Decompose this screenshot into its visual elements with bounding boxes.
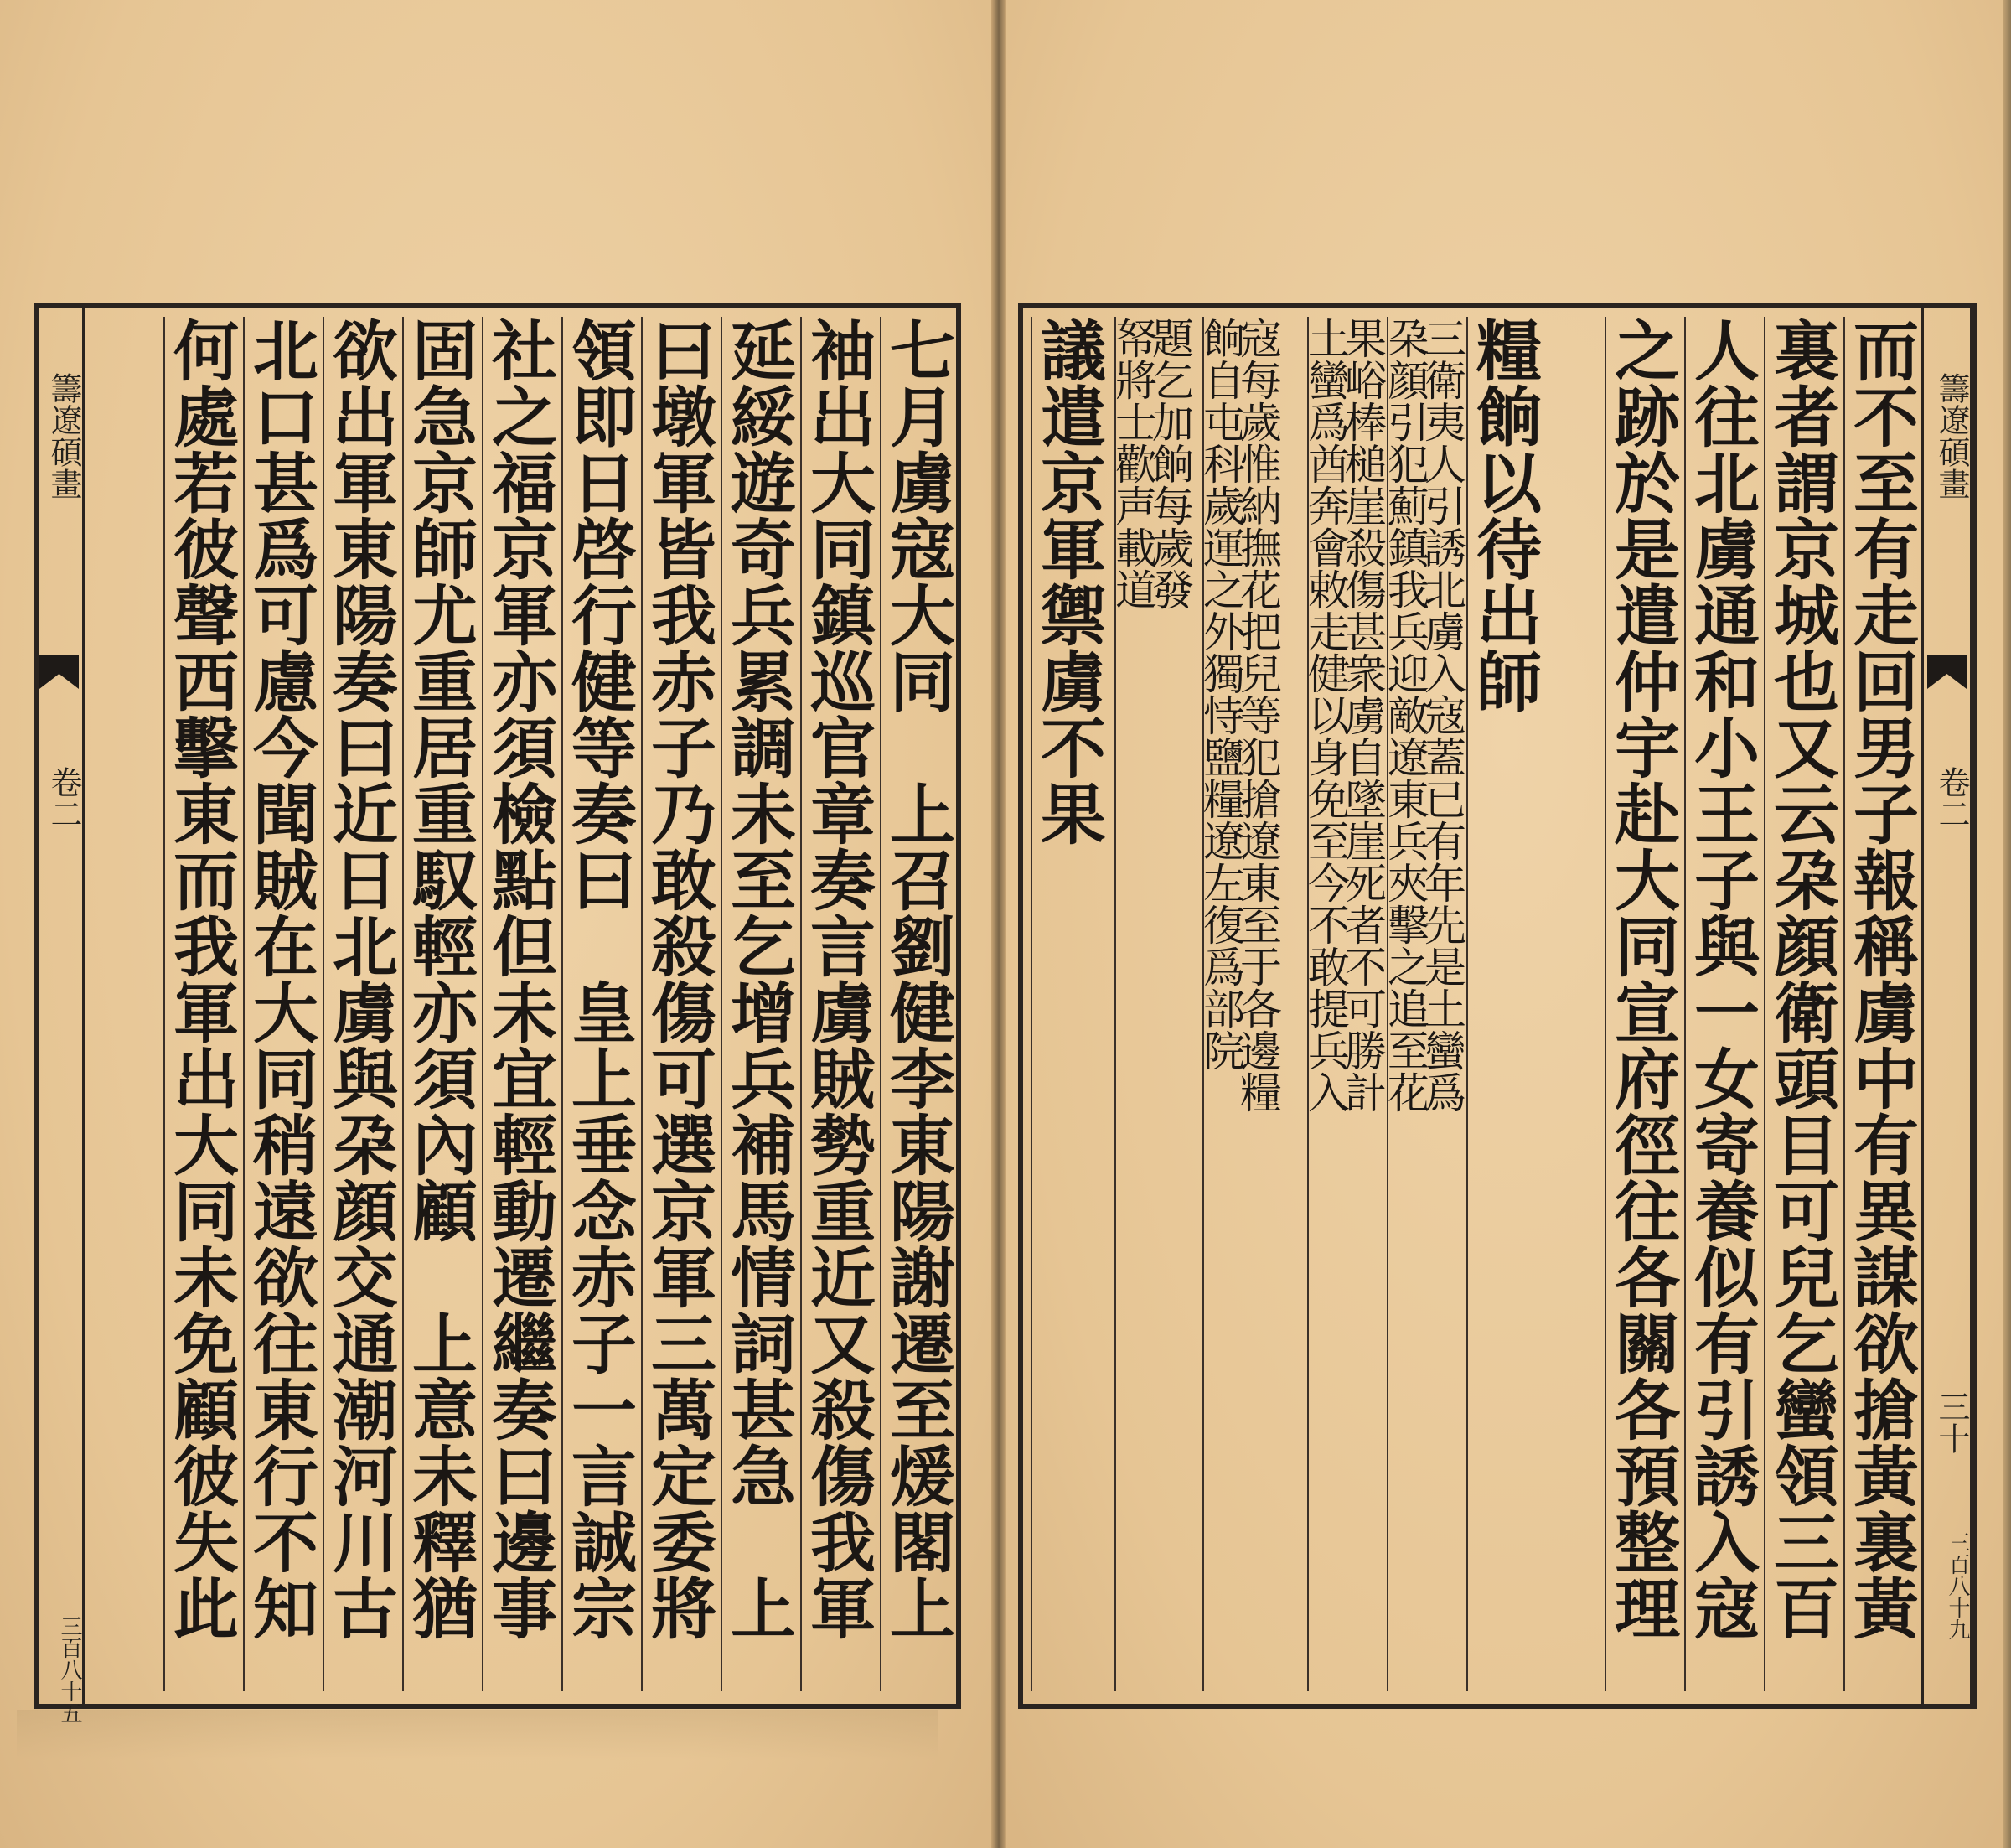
- page-edge: [2003, 0, 2011, 1848]
- banxin-title: 籌遼碩畫: [45, 372, 82, 500]
- column-text: 何處若彼聲西擊東而我軍出大同未免顧彼失此: [163, 317, 239, 1641]
- left-banxin: [34, 303, 85, 1724]
- text-column: [1763, 317, 1839, 1691]
- column-text: 袖出大同鎮巡官章奏言虜賊勢重近又殺傷我軍: [799, 317, 876, 1641]
- column-text: 延綏遊奇兵累調未至乞增兵補馬情詞甚急 上: [720, 317, 796, 1641]
- page-stain: [17, 1710, 938, 1760]
- fishtail-mark: [1927, 655, 1967, 689]
- banxin-title: 籌遼碩畫: [1933, 372, 1970, 500]
- column-text: 議遣京軍禦虜不果: [1030, 317, 1106, 846]
- text-column: [1683, 317, 1760, 1691]
- column-text: 固急京師尤重居重馭輕亦須內顧 上意未釋猶: [401, 317, 478, 1641]
- annotation-column: [1109, 317, 1194, 1691]
- text-column: [322, 317, 398, 1691]
- column-text: 欲出軍東陽奏曰近日北虜與朶顔交通潮河川古: [322, 317, 398, 1641]
- text-column: [1604, 317, 1680, 1691]
- column-text: 北口甚爲可慮今聞賊在大同稍遠欲往東行不知: [242, 317, 318, 1641]
- text-column: [1466, 317, 1542, 1691]
- banxin-juan: 卷二: [1933, 766, 1970, 830]
- text-column: [879, 317, 955, 1691]
- column-text: 之跡於是遣仲宇赴大同宣府徑往各關各預整理: [1604, 317, 1680, 1641]
- text-column: [799, 317, 876, 1691]
- text-column: [640, 317, 716, 1691]
- text-column: [401, 317, 478, 1691]
- annotation-text: 朶顔引犯薊鎮我兵迎敵遼東兵夾擊之追至花: [1381, 317, 1429, 1113]
- annotation-text: 餉自屯科歲運之外獨恃鹽糧遼左復爲部院: [1197, 317, 1245, 1071]
- banxin-leaf-number: 三十: [1933, 1390, 1970, 1454]
- banxin-page-number: 三百八十五: [57, 1615, 82, 1724]
- annotation-column: [1301, 317, 1387, 1691]
- text-column: [720, 317, 796, 1691]
- annotation-text: 題乞加餉每歲發: [1145, 317, 1194, 610]
- annotation-text: 土蠻爲酋奔會敕走健以身免至今不敢提兵入: [1301, 317, 1350, 1113]
- annotation-text: 果峪棒槌崖殺傷甚衆虜自墜崖死者不可勝計: [1338, 317, 1387, 1113]
- fishtail-mark: [39, 655, 79, 689]
- text-column: [1030, 317, 1106, 1691]
- column-text: 糧餉以待出師: [1466, 317, 1542, 714]
- banxin-page-number: 三百八十九: [1945, 1531, 1970, 1640]
- annotation-column: [1381, 317, 1466, 1691]
- annotation-text: 三衛夷人引誘北虜入寇蓋已有年先是土蠻爲: [1418, 317, 1466, 1113]
- column-text: 社之福京軍亦須檢點但未宜輕動遷繼奏曰邊事: [481, 317, 557, 1641]
- annotation-text: 寇每歲惟納撫花把兒等犯搶遼東至于各邊糧: [1233, 317, 1282, 1113]
- text-column: [481, 317, 557, 1691]
- column-text: 人往北虜通和小王子與一女寄養似有引誘入寇: [1683, 317, 1760, 1641]
- annotation-column: [1197, 317, 1282, 1691]
- column-text: 曰墩軍皆我赤子乃敢殺傷可選京軍三萬定委將: [640, 317, 716, 1641]
- text-column: [561, 317, 637, 1691]
- book-gutter: [991, 0, 1006, 1848]
- annotation-text: 帑將士歡声載道: [1109, 317, 1157, 610]
- text-column: [242, 317, 318, 1691]
- column-text: 裏者謂京城也又云朶顔衛頭目可兒乞蠻領三百: [1763, 317, 1839, 1641]
- column-text: 而不至有走回男子報稱虜中有異謀欲搶黃裏黃: [1843, 317, 1919, 1641]
- text-column: [163, 317, 239, 1691]
- column-text: 領即日啓行健等奏曰 皇上垂念赤子一言誠宗: [561, 317, 637, 1641]
- banxin-juan: 卷二: [45, 766, 82, 830]
- text-column: [1843, 317, 1919, 1691]
- right-banxin: [1921, 303, 1972, 1709]
- column-text: 七月虜寇大同 上召劉健李東陽謝遷至煖閣上: [879, 317, 955, 1641]
